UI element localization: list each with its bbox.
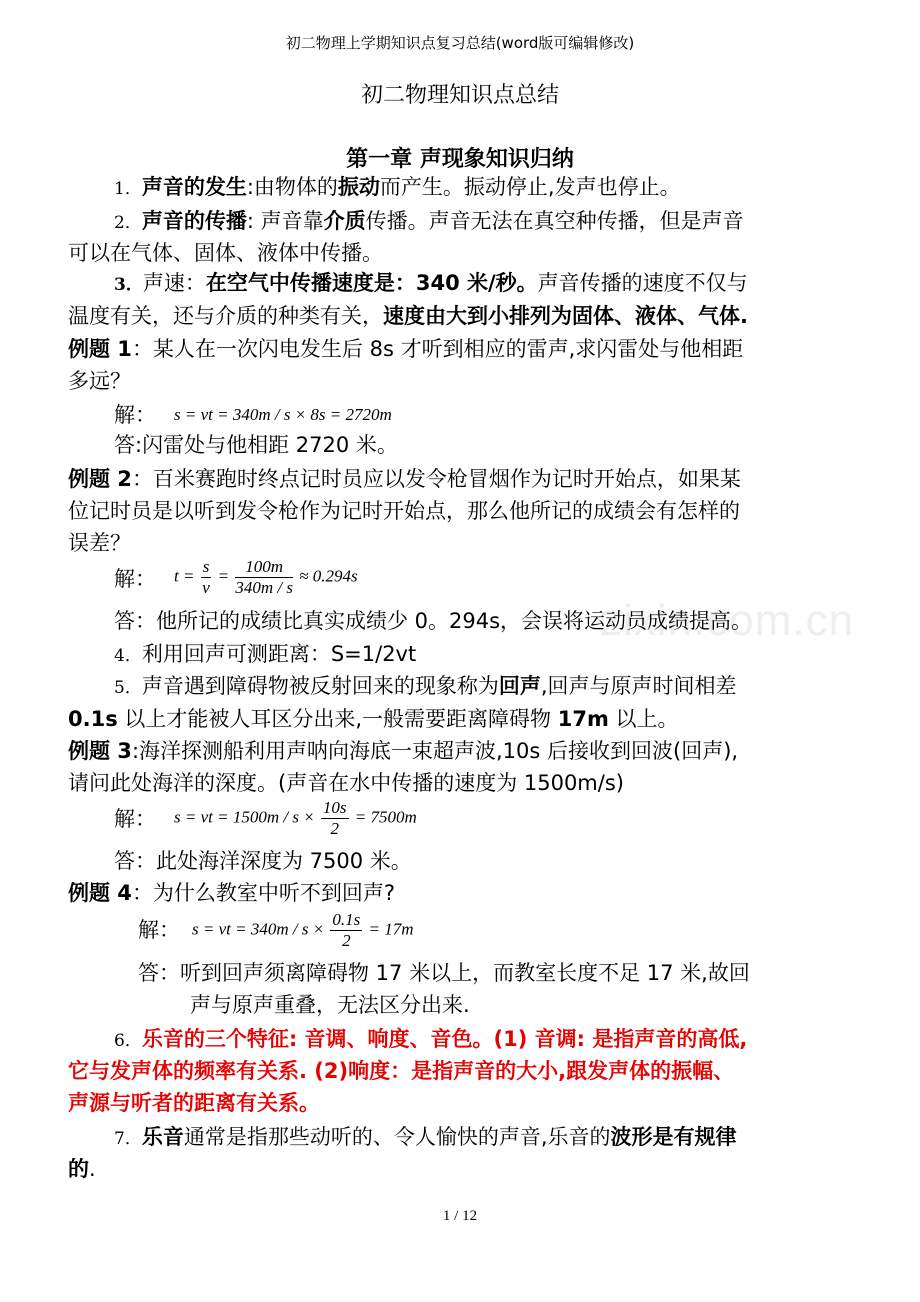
example-1-question-line-2: 多远？ xyxy=(68,369,131,393)
example-2-question: 例题 2：百米赛跑时终点记时员应以发令枪冒烟作为记时开始点，如果某 xyxy=(68,467,741,491)
example-2-question-line-2: 位记时员是以听到发令枪作为记时开始点，那么他所记的成绩会有怎样的 xyxy=(68,499,740,523)
example-3-answer: 答：此处海洋深度为 7500 米。 xyxy=(114,849,412,873)
point-5-line-2: 0.1s 以上才能被人耳区分出来,一般需要距离障碍物 17m 以上。 xyxy=(68,707,679,731)
point-7-line-2: 的. xyxy=(68,1157,96,1181)
point-6-line-2: 它与发声体的频率有关系. (2)响度：是指声音的大小,跟发声体的振幅、 xyxy=(68,1059,735,1083)
example-1-answer: 答:闪雷处与他相距 2720 米。 xyxy=(114,433,398,457)
example-4-answer-line-2: 声与原声重叠，无法区分出来. xyxy=(190,993,470,1017)
point-1: 1．声音的发生:由物体的振动而产生。振动停止,发声也停止。 xyxy=(114,175,681,199)
point-7: 7．乐音通常是指那些动听的、令人愉快的声音,乐音的波形是有规律 xyxy=(114,1125,737,1149)
point-2: 2．声音的传播: 声音靠介质传播。声音无法在真空种传播，但是声音 xyxy=(114,209,744,233)
example-2-solution-label: 解： xyxy=(114,567,156,591)
watermark: zixin.com.cn xyxy=(600,596,855,645)
example-3-solution-label: 解： xyxy=(114,807,156,831)
example-2-formula: t = $\frac{s}{v}$ = $\frac{100m}{340m / s}$ ≈ 0.294s xyxy=(174,557,358,597)
point-4: 4．利用回声可测距离：S=1/2vt xyxy=(114,642,417,666)
point-5: 5．声音遇到障碍物被反射回来的现象称为回声,回声与原声时间相差 xyxy=(114,674,737,698)
example-4-answer: 答：听到回声须离障碍物 17 米以上，而教室长度不足 17 米,故回 xyxy=(138,961,750,985)
example-3-question-line-2: 请问此处海洋的深度。(声音在水中传播的速度为 1500m/s) xyxy=(68,771,624,795)
example-1-formula: s = vt = 340m / s × 8s = 2720m xyxy=(174,405,392,424)
page-title: 初二物理知识点总结 xyxy=(360,83,559,108)
document-header: 初二物理上学期知识点复习总结(word版可编辑修改) xyxy=(285,34,635,52)
page-number: 1 / 12 xyxy=(442,1208,478,1224)
example-3-formula: s = vt = 1500m / s × $\frac{10s}{2}$ = 7500m xyxy=(174,798,417,838)
chapter-title: 第一章 声现象知识归纳 xyxy=(346,147,574,172)
example-3-question: 例题 3:海洋探测船利用声呐向海底一束超声波,10s 后接收到回波(回声), xyxy=(68,739,739,763)
example-4-solution-label: 解： xyxy=(138,918,180,942)
example-4-question: 例题 4：为什么教室中听不到回声? xyxy=(68,881,396,905)
example-2-question-line-3: 误差？ xyxy=(68,531,131,555)
point-3-line-2: 温度有关，还与介质的种类有关，速度由大到小排列为固体、液体、气体. xyxy=(68,304,748,328)
point-6-line-3: 声源与听者的距离有关系。 xyxy=(68,1091,320,1115)
example-1-solution-label: 解： xyxy=(114,403,156,427)
point-2-line-2: 可以在气体、固体、液体中传播。 xyxy=(68,241,383,265)
point-3: 3．声速：在空气中传播速度是：340 米/秒。声音传播的速度不仅与 xyxy=(114,271,748,295)
example-4-formula: s = vt = 340m / s × $\frac{0.1s}{2}$ = 17m xyxy=(192,910,414,950)
point-6: 6．乐音的三个特征: 音调、响度、音色。(1) 音调: 是指声音的高低, xyxy=(114,1027,748,1051)
example-1-question: 例题 1：某人在一次闪电发生后 8s 才听到相应的雷声,求闪雷处与他相距 xyxy=(68,337,744,361)
example-2-answer: 答：他所记的成绩比真实成绩少 0。294s，会误将运动员成绩提高。 xyxy=(114,609,753,633)
